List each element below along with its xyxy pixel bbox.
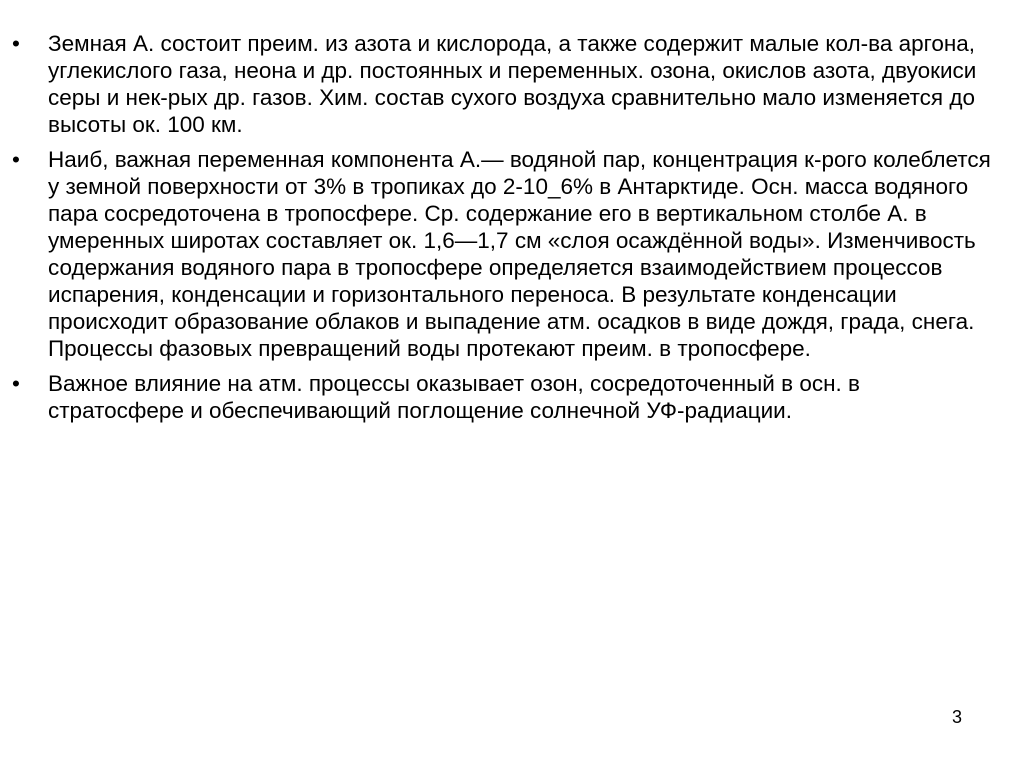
bullet-text: Важное влияние на атм. процессы оказывает озон, сосредоточенный в осн. в стратосфере и обеспечивающий поглощение солнечной УФ-радиации.: [48, 371, 860, 423]
page-number: 3: [951, 707, 962, 727]
bullet-marker: •: [12, 371, 20, 396]
bullet-item-3: [12, 370, 997, 424]
bullet-item-1: [12, 30, 997, 138]
bullet-marker: •: [12, 31, 20, 56]
bullet-item-2: [12, 146, 997, 362]
bullet-text: Наиб, важная переменная компонента А.— водяной пар, концентрация к-рого колеблется у земной поверхности от 3% в тропиках до 2-10_6% в Антарктиде. Осн. масса водяного пара сосредоточена в тропосфере. Ср. содержание его в вертикальном столбе А. в умеренных широтах составляет ок. 1,6—1,7 см «слоя осаждённой воды». Изменчивость содержания водяного пара в тропосфере определяется взаимодействием процессов испарения, конденсации и горизонтального переноса. В результате конденсации происходит образование облаков и выпадение атм. осадков в виде дождя, града, снега. Процессы фазовых превращений воды протекают преим. в тропосфере.: [48, 147, 991, 361]
bullet-list: [12, 30, 997, 432]
bullet-marker: •: [12, 147, 20, 172]
bullet-text: Земная А. состоит преим. из азота и кислорода, а также содержит малые кол-ва аргона, углекислого газа, неона и др. постоянных и переменных. озона, окислов азота, двуокиси серы и нек-рых др. газов. Хим. состав сухого воздуха сравнительно мало изменяется до высоты ок. 100 км.: [48, 31, 977, 137]
